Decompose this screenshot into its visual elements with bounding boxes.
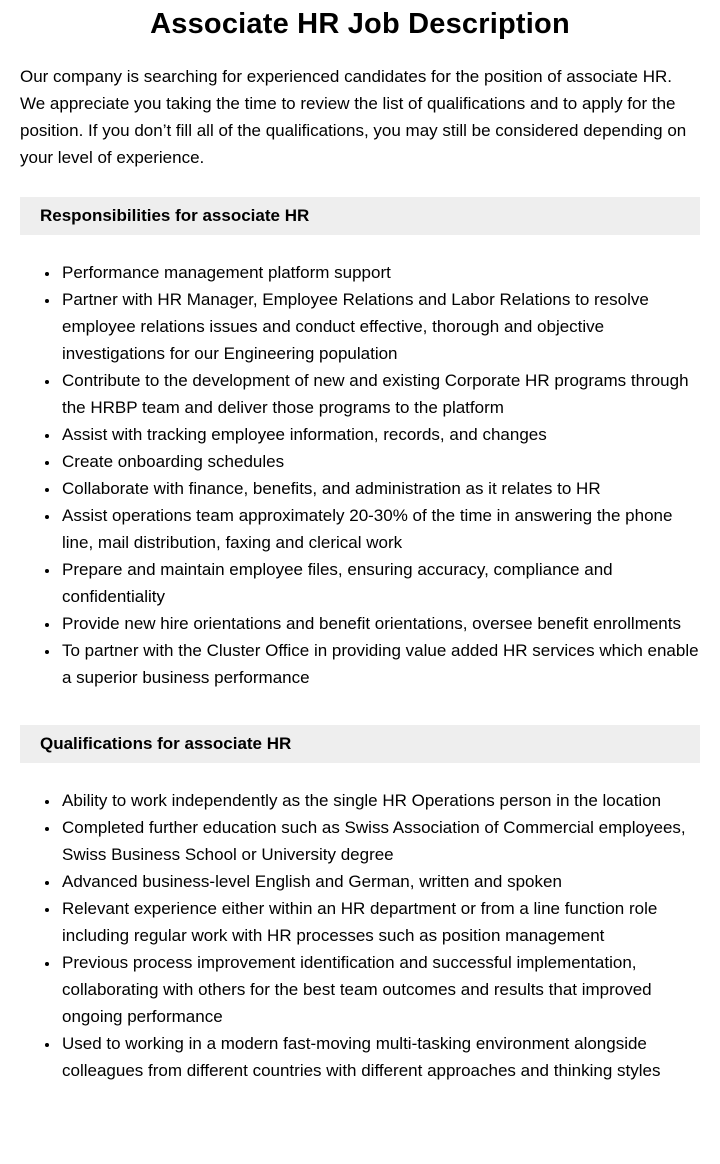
- responsibilities-list: [20, 259, 700, 691]
- list-item: • To partner with the Cluster Office in providing value added HR services which enable a superior business performance: [60, 637, 700, 691]
- intro-paragraph: Our company is searching for experienced candidates for the position of associate HR. We appreciate you taking the time to review the list of qualifications and to apply for the position. If you don’t fill all of the qualifications, you may still be considered depending on your level of experience.: [20, 67, 687, 167]
- list-item: • Performance management platform support: [60, 259, 700, 286]
- list-item: • Assist operations team approximately 20-30% of the time in answering the phone line, mail distribution, faxing and clerical work: [60, 502, 700, 556]
- list-item: • Completed further education such as Swiss Association of Commercial employees, Swiss Business School or University degree: [60, 814, 700, 868]
- list-item: • Collaborate with finance, benefits, and administration as it relates to HR: [60, 475, 700, 502]
- list-item: • Contribute to the development of new and existing Corporate HR programs through the HRBP team and deliver those programs to the platform: [60, 367, 700, 421]
- list-item: • Provide new hire orientations and benefit orientations, oversee benefit enrollments: [60, 610, 700, 637]
- section-responsibilities: [20, 197, 700, 691]
- responsibilities-section-header: Responsibilities for associate HR: [20, 197, 700, 235]
- list-item: • Ability to work independently as the single HR Operations person in the location: [60, 787, 700, 814]
- section-qualifications: [20, 725, 700, 1084]
- list-item: • Relevant experience either within an HR department or from a line function role including regular work with HR processes such as position management: [60, 895, 700, 949]
- list-item: • Assist with tracking employee information, records, and changes: [60, 421, 700, 448]
- qualifications-list: [20, 787, 700, 1084]
- list-item: • Advanced business-level English and German, written and spoken: [60, 868, 700, 895]
- list-item: • Used to working in a modern fast-moving multi-tasking environment alongside colleagues from different countries with different approaches and thinking styles: [60, 1030, 700, 1084]
- page-title: Associate HR Job Description: [150, 8, 570, 40]
- list-item: • Create onboarding schedules: [60, 448, 700, 475]
- list-item: • Prepare and maintain employee files, ensuring accuracy, compliance and confidentiality: [60, 556, 700, 610]
- qualifications-section-header: Qualifications for associate HR: [20, 725, 700, 763]
- list-item: • Partner with HR Manager, Employee Relations and Labor Relations to resolve employee relations issues and conduct effective, thorough and objective investigations for our Engineering population: [60, 286, 700, 367]
- list-item: • Previous process improvement identification and successful implementation, collaborating with others for the best team outcomes and results that improved ongoing performance: [60, 949, 700, 1030]
